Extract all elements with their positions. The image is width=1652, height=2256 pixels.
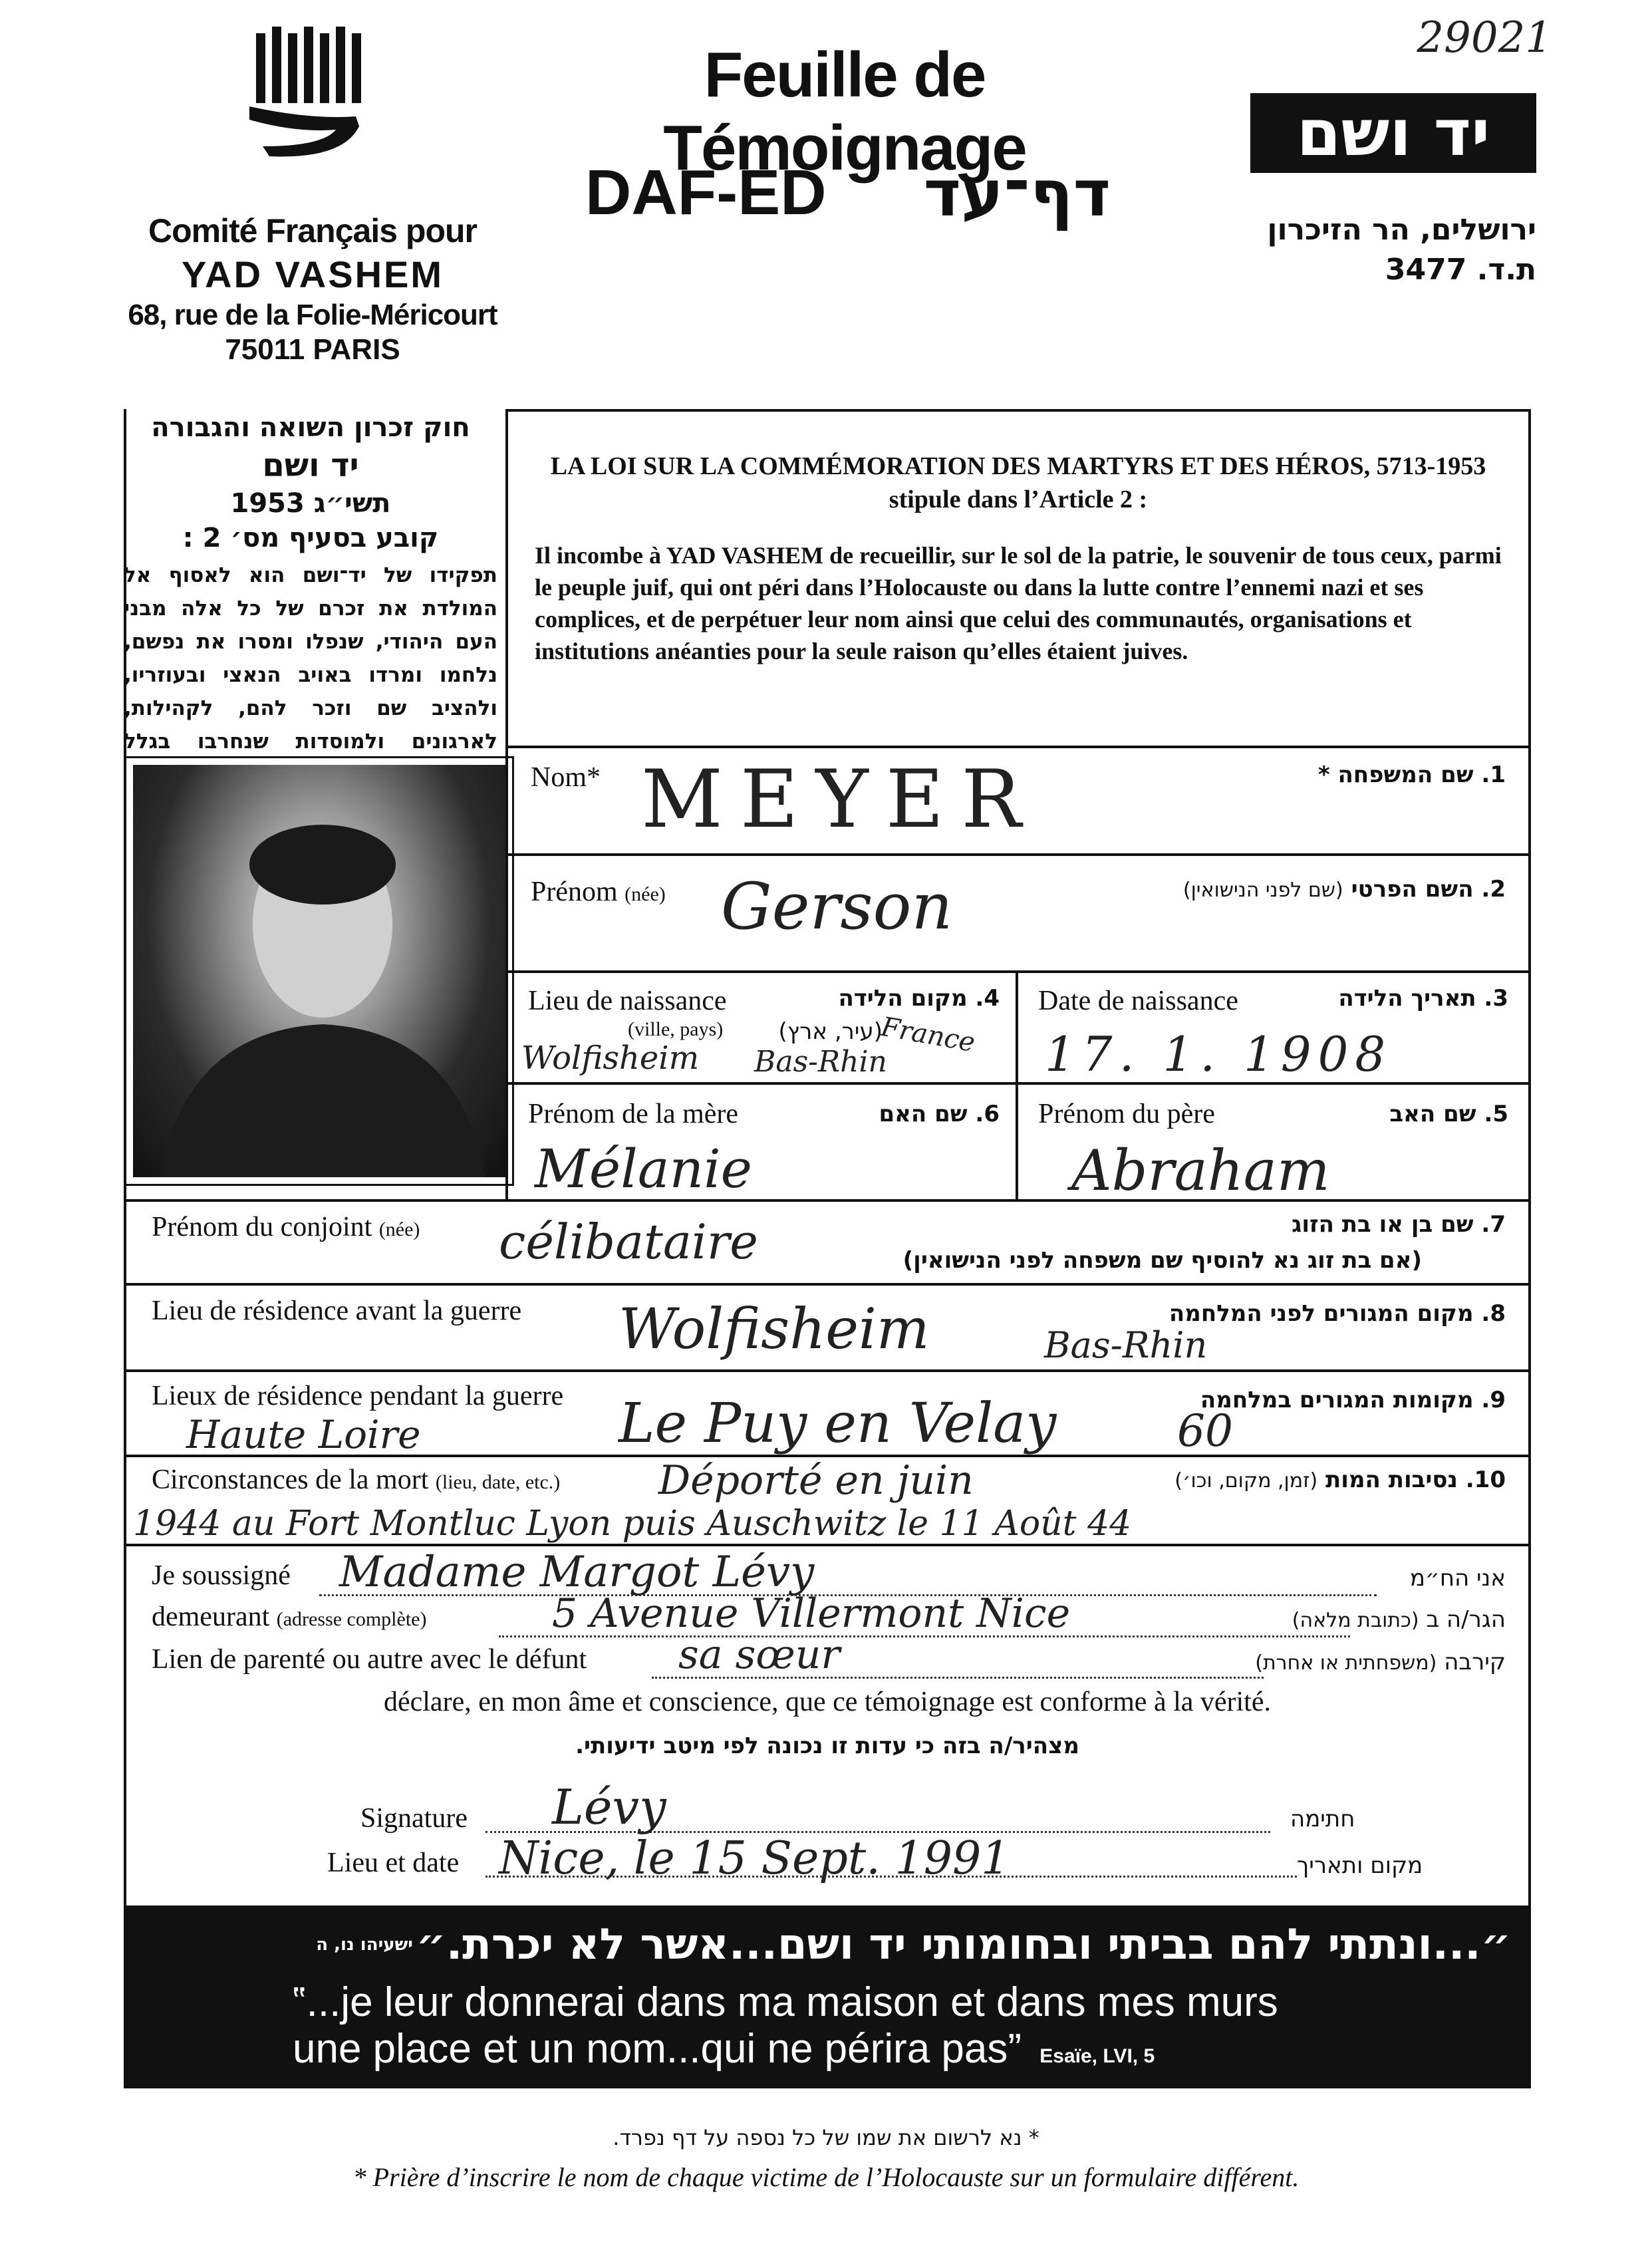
jerusalem-line2: ת.ד. 3477 — [1385, 253, 1536, 287]
soussigne-label: Je soussigné — [152, 1560, 291, 1591]
field-lieu-naissance-label: Lieu de naissance — [528, 986, 727, 1016]
field-residence-avant-hebrew: 8. מקום המגורים לפני המלחמה — [1169, 1300, 1506, 1327]
law-hebrew-year: תשי״ג 1953 — [230, 488, 391, 519]
address-line1: 68, rue de la Folie-Méricourt — [128, 299, 497, 331]
banner-line2: une place et un nom...qui ne périra pas” — [293, 2026, 1022, 2072]
field-residence-pendant-value[interactable]: Haute Loire — [186, 1412, 421, 1457]
field-prenom-mere — [505, 1082, 1018, 1202]
footer-french: * Prière d’inscrire le nom de chaque victime de l’Holocauste sur un formulaire différent. — [352, 2162, 1300, 2192]
lien-value[interactable]: sa sœur — [678, 1631, 841, 1678]
lien-label: Lien de parenté ou autre avec le défunt — [152, 1644, 587, 1675]
field-residence-avant-label: Lieu de résidence avant la guerre — [152, 1296, 522, 1326]
field-residence-avant — [124, 1283, 1531, 1372]
signature-hebrew: חתימה — [1290, 1806, 1355, 1832]
field-lieu-naissance — [505, 970, 1018, 1085]
law-hebrew-name: יד ושם — [262, 447, 359, 484]
footer-hebrew: * נא לרשום את שמו של כל נספה על דף נפרד. — [613, 2125, 1039, 2150]
law-hebrew-clause: קובע בסעיף מס׳ 2 : — [182, 523, 439, 553]
field-prenom-mere-value[interactable]: Mélanie — [535, 1138, 752, 1200]
field-nom-value[interactable]: MEYER — [641, 754, 1039, 846]
field-residence-pendant-value3[interactable]: 60 — [1177, 1405, 1233, 1457]
field-nom-hebrew: 1. שם המשפחה * — [1317, 762, 1506, 788]
banner-ref: Esaïe, LVI, 5 — [1039, 2045, 1155, 2067]
field-prenom-hebrew: 2. השם הפרטי (שם לפני הנישואין) — [1182, 876, 1506, 903]
field-residence-pendant — [124, 1369, 1531, 1457]
field-nom — [505, 746, 1531, 856]
field-prenom-mere-hebrew: 6. שם האם — [879, 1101, 1000, 1127]
address-line2: 75011 PARIS — [225, 333, 400, 366]
field-residence-avant-value[interactable]: Wolfisheim — [619, 1296, 930, 1361]
declaration-hebrew: מצהיר/ה בזה כי עדות זו נכונה לפי מיטב ידיעותי. — [575, 1733, 1079, 1759]
lieu-date-value[interactable]: Nice, le 15 Sept. 1991 — [499, 1832, 1010, 1885]
field-lieu-naissance-value2[interactable]: Bas-Rhin — [754, 1045, 887, 1079]
field-prenom-pere-label: Prénom du père — [1038, 1099, 1215, 1129]
field-mort-label: Circonstances de la mort (lieu, date, etc.) — [152, 1465, 561, 1495]
field-lieu-naissance-hebrew-sub: (עיר, ארץ) — [778, 1018, 883, 1045]
subtitle-daf-ed: DAF-ED — [585, 157, 827, 228]
field-lieu-naissance-value[interactable]: Wolfisheim — [521, 1040, 700, 1077]
demeurant-hebrew: הגר/ה ב (כתובת מלאה) — [1292, 1606, 1506, 1633]
signature-label: Signature — [360, 1803, 468, 1834]
field-prenom — [505, 853, 1531, 973]
committee-line2: YAD VASHEM — [181, 253, 444, 295]
field-residence-pendant-hebrew: 9. מקומות המגורים במלחמה — [1200, 1387, 1506, 1413]
demeurant-label: demeurant (adresse complète) — [152, 1602, 427, 1632]
field-date-naissance — [1016, 970, 1531, 1085]
subtitle-hebrew: דף־עד — [923, 156, 1111, 231]
banner-line2-row — [293, 2025, 1155, 2072]
banner-line1: ‟...je leur donnerai dans ma maison et dans mes murs — [293, 1979, 1278, 2025]
page-title: Feuille de Témoignage — [663, 39, 1026, 184]
field-prenom-value[interactable]: Gerson — [721, 869, 953, 944]
field-conjoint — [124, 1199, 1531, 1286]
declaration-text: déclare, en mon âme et conscience, que ce témoignage est conforme à la vérité. — [383, 1687, 1271, 1717]
law-french-body: Il incombe à YAD VASHEM de recueillir, sur le sol de la patrie, le souvenir de tous ceux, parmi le peuple juif, qui ont péri dans l’Holocauste ou dans la lutte contre l’ennemi nazi et ses complices, et de perpétuer leur nom ainsi que celui des communautés, organisations et institutions anéanties pour la seule raison qu’elles étaient juives. — [535, 542, 1502, 664]
field-conjoint-hebrew-sub: (אם בת זוג נא להוסיף שם משפחה לפני הנישואין) — [902, 1247, 1422, 1274]
field-conjoint-value[interactable]: célibataire — [499, 1214, 758, 1270]
committee-block — [100, 212, 525, 366]
field-prenom-pere-hebrew: 5. שם האב — [1389, 1101, 1508, 1127]
soussigne-value[interactable]: Madame Margot Lévy — [339, 1548, 815, 1597]
law-french-box — [505, 409, 1531, 748]
field-prenom-label: Prénom (née) — [531, 877, 666, 907]
quote-banner — [124, 1905, 1531, 2088]
field-mort-value2[interactable]: 1944 au Fort Montluc Lyon puis Auschwitz le 11 Août 44 — [133, 1504, 1132, 1544]
field-mort-value[interactable]: Déporté en juin — [658, 1457, 974, 1504]
soussigne-hebrew: אני הח״מ — [1409, 1565, 1506, 1592]
archive-number: 29021 — [1417, 13, 1552, 63]
field-date-naissance-value[interactable]: 17. 1. 1908 — [1045, 1026, 1393, 1082]
jerusalem-line1: ירושלים, הר הזיכרון — [1267, 213, 1536, 247]
field-conjoint-label: Prénom du conjoint (née) — [152, 1212, 420, 1242]
field-residence-avant-value2[interactable]: Bas-Rhin — [1044, 1324, 1208, 1366]
field-lieu-naissance-hebrew: 4. מקום הלידה — [838, 985, 1000, 1012]
yad-vashem-hebrew-logo — [1250, 93, 1536, 173]
law-hebrew-title: חוק זכרון השואה והגבורה — [151, 412, 470, 443]
field-residence-pendant-label: Lieux de résidence pendant la guerre — [152, 1381, 564, 1411]
field-lieu-naissance-sub: (ville, pays) — [628, 1018, 724, 1040]
field-mort-hebrew: 10. נסיבות המות (זמן, מקום, וכו׳) — [1174, 1467, 1506, 1493]
law-hebrew-body: תפקידו של יד־ושם הוא לאסוף אל המולדת את זכרם של כל אלה מבני העם היהודי, שנפלו ומסרו את נפשם, נלחמו ומרדו באויב הנאצי ובעוזריו, ולהציב שם וזכר להם, לקהילות, לארגונים ולמוסדות שנחרבו בגלל — [124, 563, 497, 754]
lieu-date-label: Lieu et date — [327, 1848, 460, 1878]
banner-hebrew-row — [305, 1920, 1511, 1969]
field-date-naissance-label: Date de naissance — [1038, 986, 1238, 1016]
demeurant-value[interactable]: 5 Avenue Villermont Nice — [552, 1590, 1071, 1637]
field-conjoint-hebrew: 7. שם בן או בת הזוג — [1292, 1211, 1506, 1238]
yad-vashem-menorah-logo — [243, 27, 376, 163]
field-date-naissance-hebrew: 3. תאריך הלידה — [1338, 985, 1508, 1012]
field-prenom-pere — [1016, 1082, 1531, 1202]
field-prenom-pere-value[interactable]: Abraham — [1071, 1138, 1330, 1203]
signature-value[interactable]: Lévy — [552, 1779, 666, 1835]
field-residence-pendant-value2[interactable]: Le Puy en Velay — [619, 1392, 1057, 1455]
field-prenom-mere-label: Prénom de la mère — [528, 1099, 739, 1129]
banner-hebrew-ref: ישעיהו נו, ה — [316, 1935, 413, 1955]
lieu-date-hebrew: מקום ותאריך — [1297, 1852, 1423, 1879]
field-nom-label: Nom* — [531, 762, 601, 793]
logo-text: יד ושם — [1296, 96, 1490, 170]
field-circonstances-mort — [124, 1455, 1531, 1546]
lien-hebrew: קירבה (משפחתית או אחרת) — [1255, 1649, 1506, 1675]
law-french-title: LA LOI SUR LA COMMÉMORATION DES MARTYRS ET DES HÉROS, 5713-1953 — [550, 452, 1486, 480]
banner-hebrew: ״...ונתתי להם בביתי ובחומותי יד ושם...אשר לא יכרת.״ — [416, 1920, 1511, 1969]
committee-line1: Comité Français pour — [148, 212, 477, 249]
law-french-subtitle: stipule dans l’Article 2 : — [889, 486, 1148, 513]
field-lieu-naissance-value3[interactable]: France — [879, 1011, 978, 1059]
